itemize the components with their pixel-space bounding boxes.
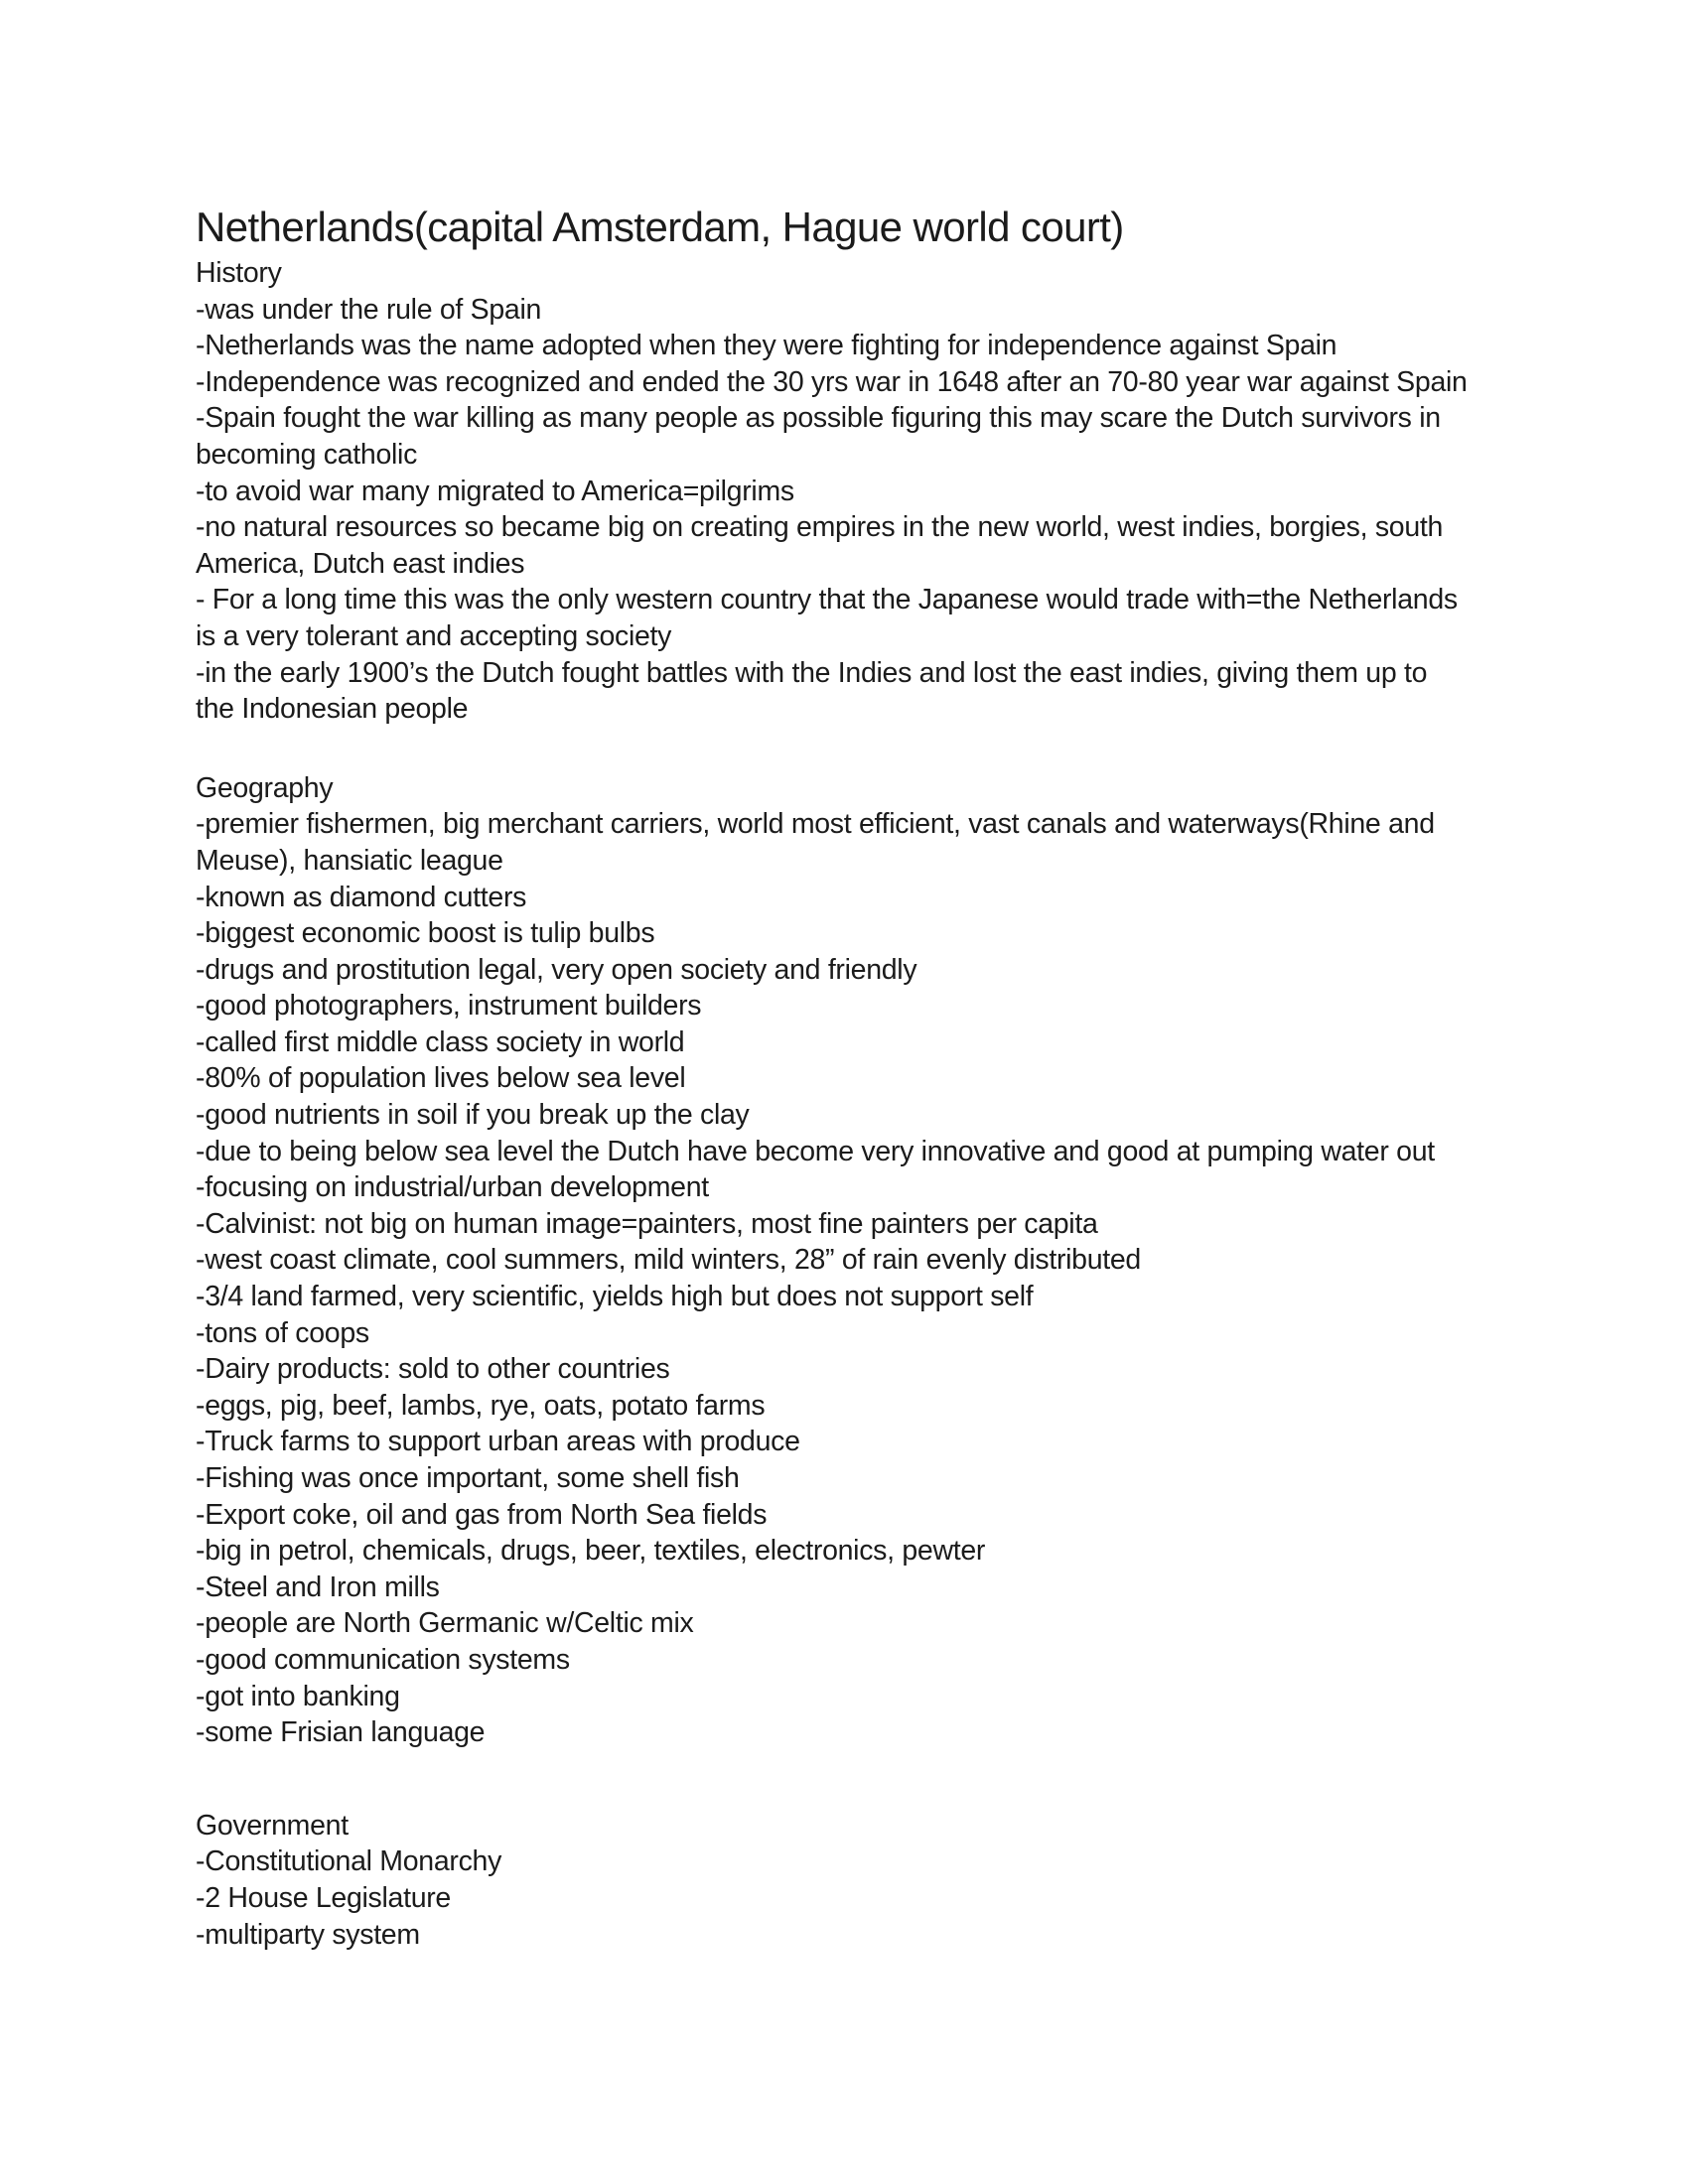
note-line: Meuse), hansiatic league — [196, 844, 503, 877]
note-line: -Spain fought the war killing as many people as possible figuring this may scare the Dutch survivors in — [196, 402, 1441, 435]
note-line: -Independence was recognized and ended the 30 yrs war in 1648 after an 70-80 year war against Spain — [196, 365, 1468, 398]
note-line: -big in petrol, chemicals, drugs, beer, textiles, electronics, pewter — [196, 1535, 986, 1568]
note-line: becoming catholic — [196, 438, 418, 471]
note-line: -tons of coops — [196, 1316, 369, 1349]
document-title: Netherlands(capital Amsterdam, Hague world court) — [196, 204, 1124, 250]
note-line: -in the early 1900’s the Dutch fought battles with the Indies and lost the east indies, giving them up to — [196, 656, 1428, 689]
note-line: -80% of population lives below sea level — [196, 1062, 686, 1095]
document-body — [196, 200, 1506, 1953]
note-section-history — [196, 255, 1506, 728]
section-heading: History — [196, 257, 282, 289]
note-line: -multiparty system — [196, 1918, 420, 1951]
section-lines — [196, 1843, 1506, 1953]
note-line: -2 House Legislature — [196, 1881, 451, 1914]
note-line: -Netherlands was the name adopted when they were fighting for independence against Spain — [196, 330, 1337, 362]
note-line: -Constitutional Monarchy — [196, 1845, 502, 1878]
section-lines — [196, 292, 1506, 728]
note-line: -was under the rule of Spain — [196, 293, 542, 326]
note-line: -Export coke, oil and gas from North Sea fields — [196, 1498, 768, 1531]
section-heading: Government — [196, 1809, 349, 1842]
note-line: -west coast climate, cool summers, mild winters, 28” of rain evenly distributed — [196, 1244, 1141, 1277]
note-line: -focusing on industrial/urban development — [196, 1171, 709, 1204]
note-line: -3/4 land farmed, very scientific, yields high but does not support self — [196, 1281, 1034, 1313]
note-section-geography — [196, 770, 1506, 1751]
note-line: -people are North Germanic w/Celtic mix — [196, 1607, 694, 1640]
note-line: -premier fishermen, big merchant carriers, world most efficient, vast canals and waterways(Rhine and — [196, 808, 1435, 841]
note-line: -good photographers, instrument builders — [196, 990, 702, 1023]
note-line: -Steel and Iron mills — [196, 1570, 440, 1603]
note-line: -known as diamond cutters — [196, 881, 527, 913]
note-line: -called first middle class society in world — [196, 1025, 685, 1058]
note-line: is a very tolerant and accepting society — [196, 619, 672, 652]
note-section-government — [196, 1808, 1506, 1953]
note-line: -Calvinist: not big on human image=painters, most fine painters per capita — [196, 1207, 1098, 1240]
note-line: -due to being below sea level the Dutch have become very innovative and good at pumping water out — [196, 1135, 1435, 1167]
note-line: -eggs, pig, beef, lambs, rye, oats, potato farms — [196, 1389, 766, 1422]
note-line: -got into banking — [196, 1680, 400, 1712]
document-sections — [196, 255, 1506, 1953]
note-line: - For a long time this was the only western country that the Japanese would trade with=the Netherlands — [196, 584, 1458, 616]
section-heading: Geography — [196, 771, 334, 804]
note-line: the Indonesian people — [196, 693, 469, 726]
note-line: -biggest economic boost is tulip bulbs — [196, 917, 655, 950]
note-line: -drugs and prostitution legal, very open society and friendly — [196, 953, 917, 986]
note-line: -some Frisian language — [196, 1716, 486, 1749]
note-line: -to avoid war many migrated to America=pilgrims — [196, 475, 794, 507]
note-line: -Fishing was once important, some shell fish — [196, 1462, 740, 1494]
note-line: -Truck farms to support urban areas with produce — [196, 1426, 800, 1458]
note-line: -good nutrients in soil if you break up the clay — [196, 1099, 750, 1132]
note-line: -good communication systems — [196, 1643, 570, 1676]
note-line: -no natural resources so became big on creating empires in the new world, west indies, borgies, south — [196, 511, 1444, 544]
note-line: -Dairy products: sold to other countries — [196, 1353, 670, 1386]
note-line: America, Dutch east indies — [196, 547, 525, 580]
section-lines — [196, 806, 1506, 1750]
